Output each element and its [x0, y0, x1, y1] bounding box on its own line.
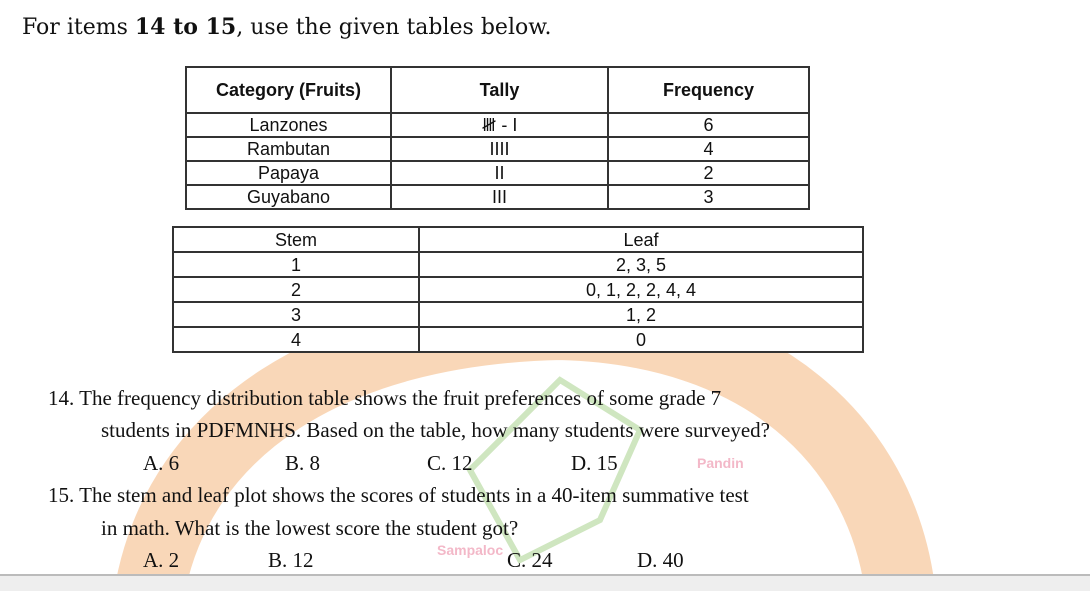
table-row: [173, 302, 863, 327]
option-14-b: B. 8: [285, 451, 321, 475]
question-15-line2: in math. What is the lowest score the student got?: [101, 516, 519, 540]
cell: 4: [608, 137, 809, 161]
table-row: [173, 277, 863, 302]
table-row: [186, 161, 809, 185]
cell: 0, 1, 2, 2, 4, 4: [419, 277, 863, 302]
option-15-d: D. 40: [637, 548, 684, 572]
question-14-line1: 14. The frequency distribution table shows the fruit preferences of some grade 7: [48, 386, 722, 410]
watermark-label: Pandin: [697, 455, 744, 471]
cell: 2: [173, 277, 419, 302]
option-15-a: A. 2: [143, 548, 180, 572]
cell: 4: [173, 327, 419, 352]
stem-leaf-table: [172, 226, 864, 353]
table-row: [186, 137, 809, 161]
option-14-a: A. 6: [143, 451, 180, 475]
cell: 1: [173, 252, 419, 277]
cell: 3: [173, 302, 419, 327]
cell: 2, 3, 5: [419, 252, 863, 277]
watermark-label: Sampaloc: [437, 542, 504, 558]
cell: IIII: [391, 137, 608, 161]
question-15-line1: 15. The stem and leaf plot shows the scores of students in a 40-item summative test: [48, 483, 749, 507]
header-stem: Stem: [173, 227, 419, 252]
instruction-heading: For items 14 to 15, use the given tables below.: [22, 14, 552, 40]
table-row: [173, 252, 863, 277]
cell: Guyabano: [186, 185, 391, 209]
header-category: Category (Fruits): [186, 67, 391, 113]
table-row: [173, 327, 863, 352]
question-14-line2: students in PDFMNHS. Based on the table, how many students were surveyed?: [101, 418, 770, 442]
cell: 0: [419, 327, 863, 352]
option-14-d: D. 15: [571, 451, 618, 475]
cell: III: [391, 185, 608, 209]
table-row: [186, 113, 809, 137]
cell: 3: [608, 185, 809, 209]
table-row: [186, 185, 809, 209]
option-14-c: C. 12: [427, 451, 473, 475]
cell: 1, 2: [419, 302, 863, 327]
cell: Papaya: [186, 161, 391, 185]
frequency-table: [185, 66, 810, 210]
header-tally: Tally: [391, 67, 608, 113]
bottom-bar: [0, 574, 1090, 591]
header-frequency: Frequency: [608, 67, 809, 113]
cell: Rambutan: [186, 137, 391, 161]
cell: 2: [608, 161, 809, 185]
cell: Lanzones: [186, 113, 391, 137]
option-15-c: C. 24: [507, 548, 553, 572]
header-leaf: Leaf: [419, 227, 863, 252]
cell: II: [391, 161, 608, 185]
cell: 6: [608, 113, 809, 137]
option-15-b: B. 12: [268, 548, 314, 572]
cell: 𝍸 - I: [391, 113, 608, 137]
